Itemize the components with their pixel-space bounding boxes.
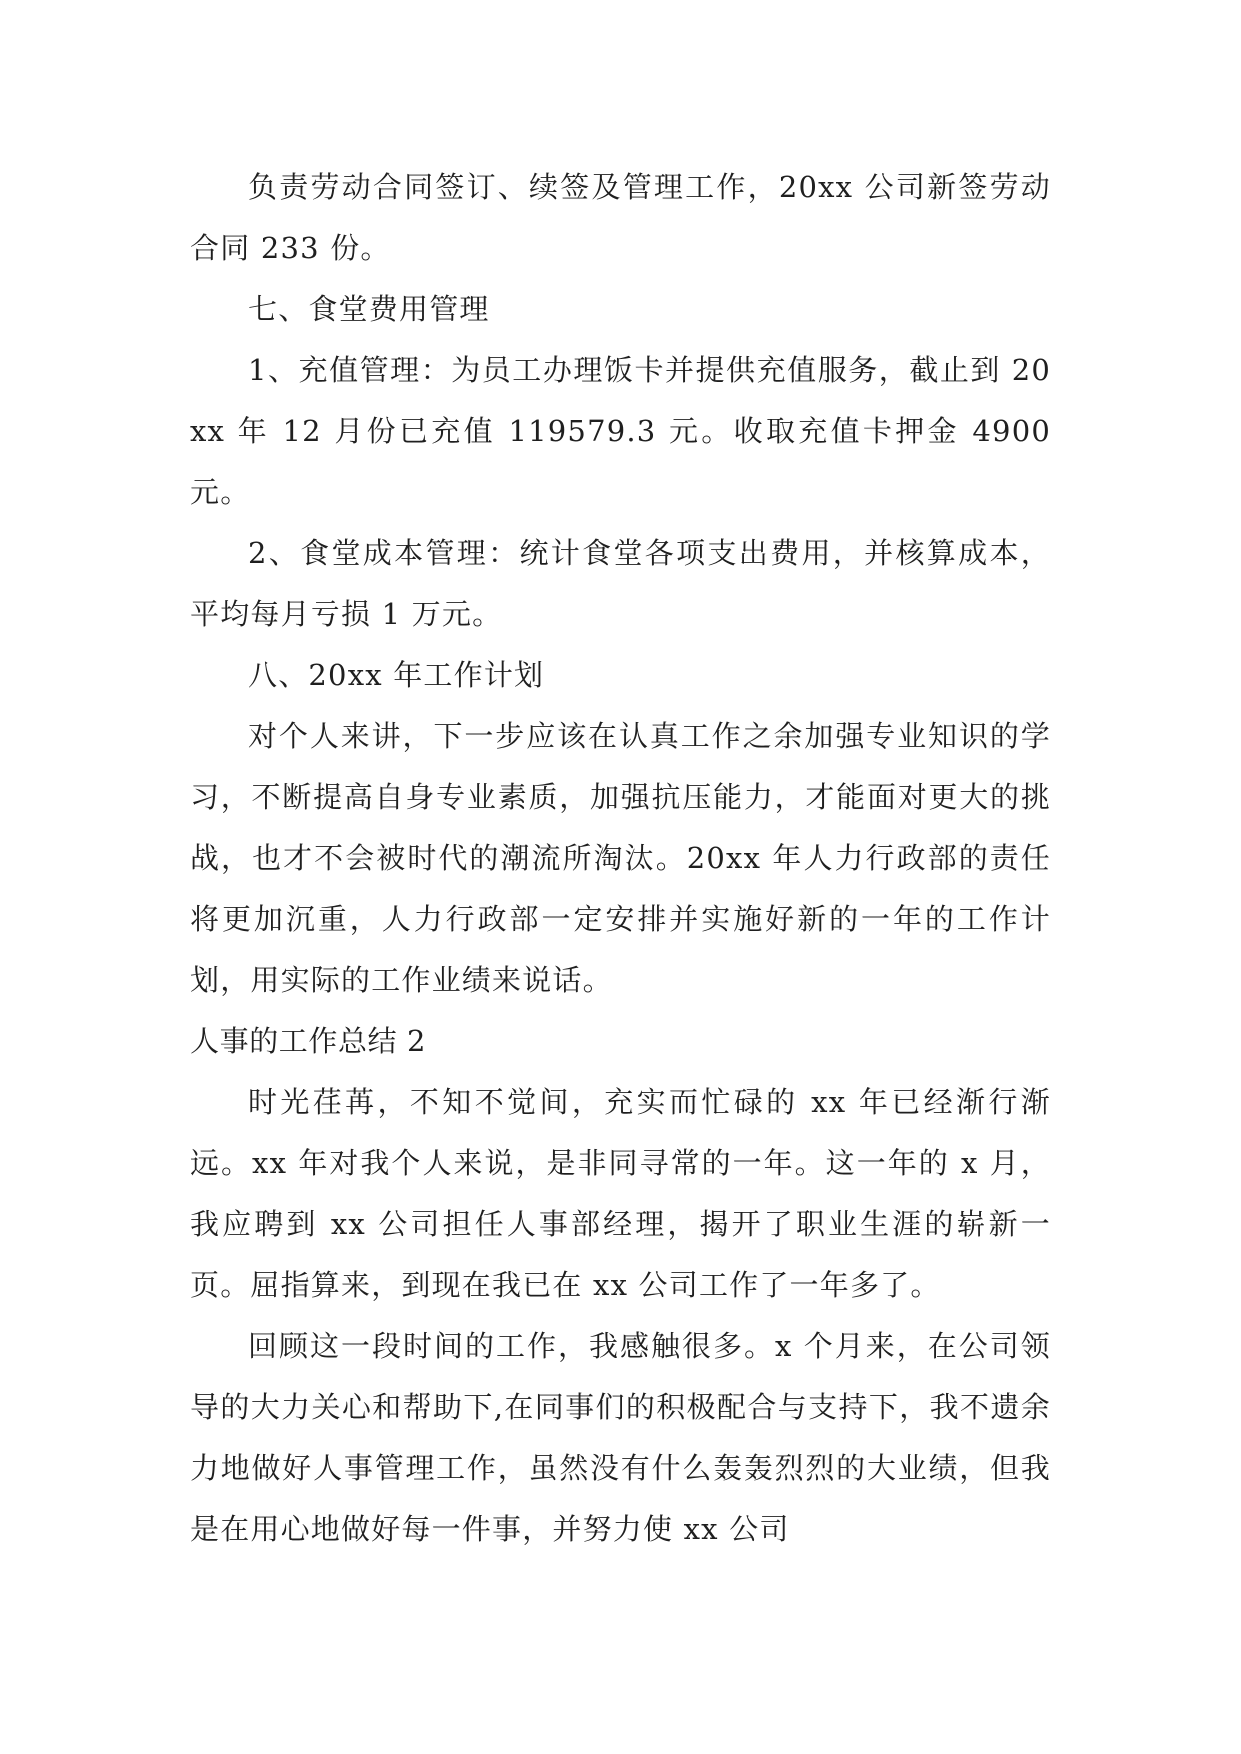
document-body	[190, 157, 1051, 1560]
paragraph-canteen-cost-management: 2、食堂成本管理：统计食堂各项支出费用，并核算成本，平均每月亏损 1 万元。	[190, 536, 1051, 631]
section-title-hr-summary-2: 人事的工作总结 2	[190, 1024, 427, 1058]
heading-work-plan: 八、20xx 年工作计划	[248, 658, 545, 692]
paragraph-time-passes: 时光荏苒，不知不觉间，充实而忙碌的 xx 年已经渐行渐远。xx 年对我个人来说，是非同寻常的一年。这一年的 x 月，我应聘到 xx 公司担任人事部经理，揭开了职业生涯的崭新一页。屈指算来，到现在我已在 xx 公司工作了一年多了。	[190, 1085, 1051, 1302]
paragraph-review-work: 回顾这一段时间的工作，我感触很多。x 个月来，在公司领导的大力关心和帮助下,在同事们的积极配合与支持下，我不遗余力地做好人事管理工作，虽然没有什么轰轰烈烈的大业绩，但我是在用心地做好每一件事，并努力使 xx 公司	[190, 1329, 1051, 1546]
paragraph-labor-contracts: 负责劳动合同签订、续签及管理工作，20xx 公司新签劳动合同 233 份。	[190, 170, 1051, 265]
heading-canteen-costs: 七、食堂费用管理	[248, 292, 490, 326]
paragraph-recharge-management: 1、充值管理：为员工办理饭卡并提供充值服务，截止到 20xx 年 12 月份已充值 119579.3 元。收取充值卡押金 4900 元。	[190, 353, 1051, 509]
paragraph-personal-plan: 对个人来讲，下一步应该在认真工作之余加强专业知识的学习，不断提高自身专业素质，加强抗压能力，才能面对更大的挑战，也才不会被时代的潮流所淘汰。20xx 年人力行政部的责任将更加沉重，人力行政部一定安排并实施好新的一年的工作计划，用实际的工作业绩来说话。	[190, 719, 1051, 997]
